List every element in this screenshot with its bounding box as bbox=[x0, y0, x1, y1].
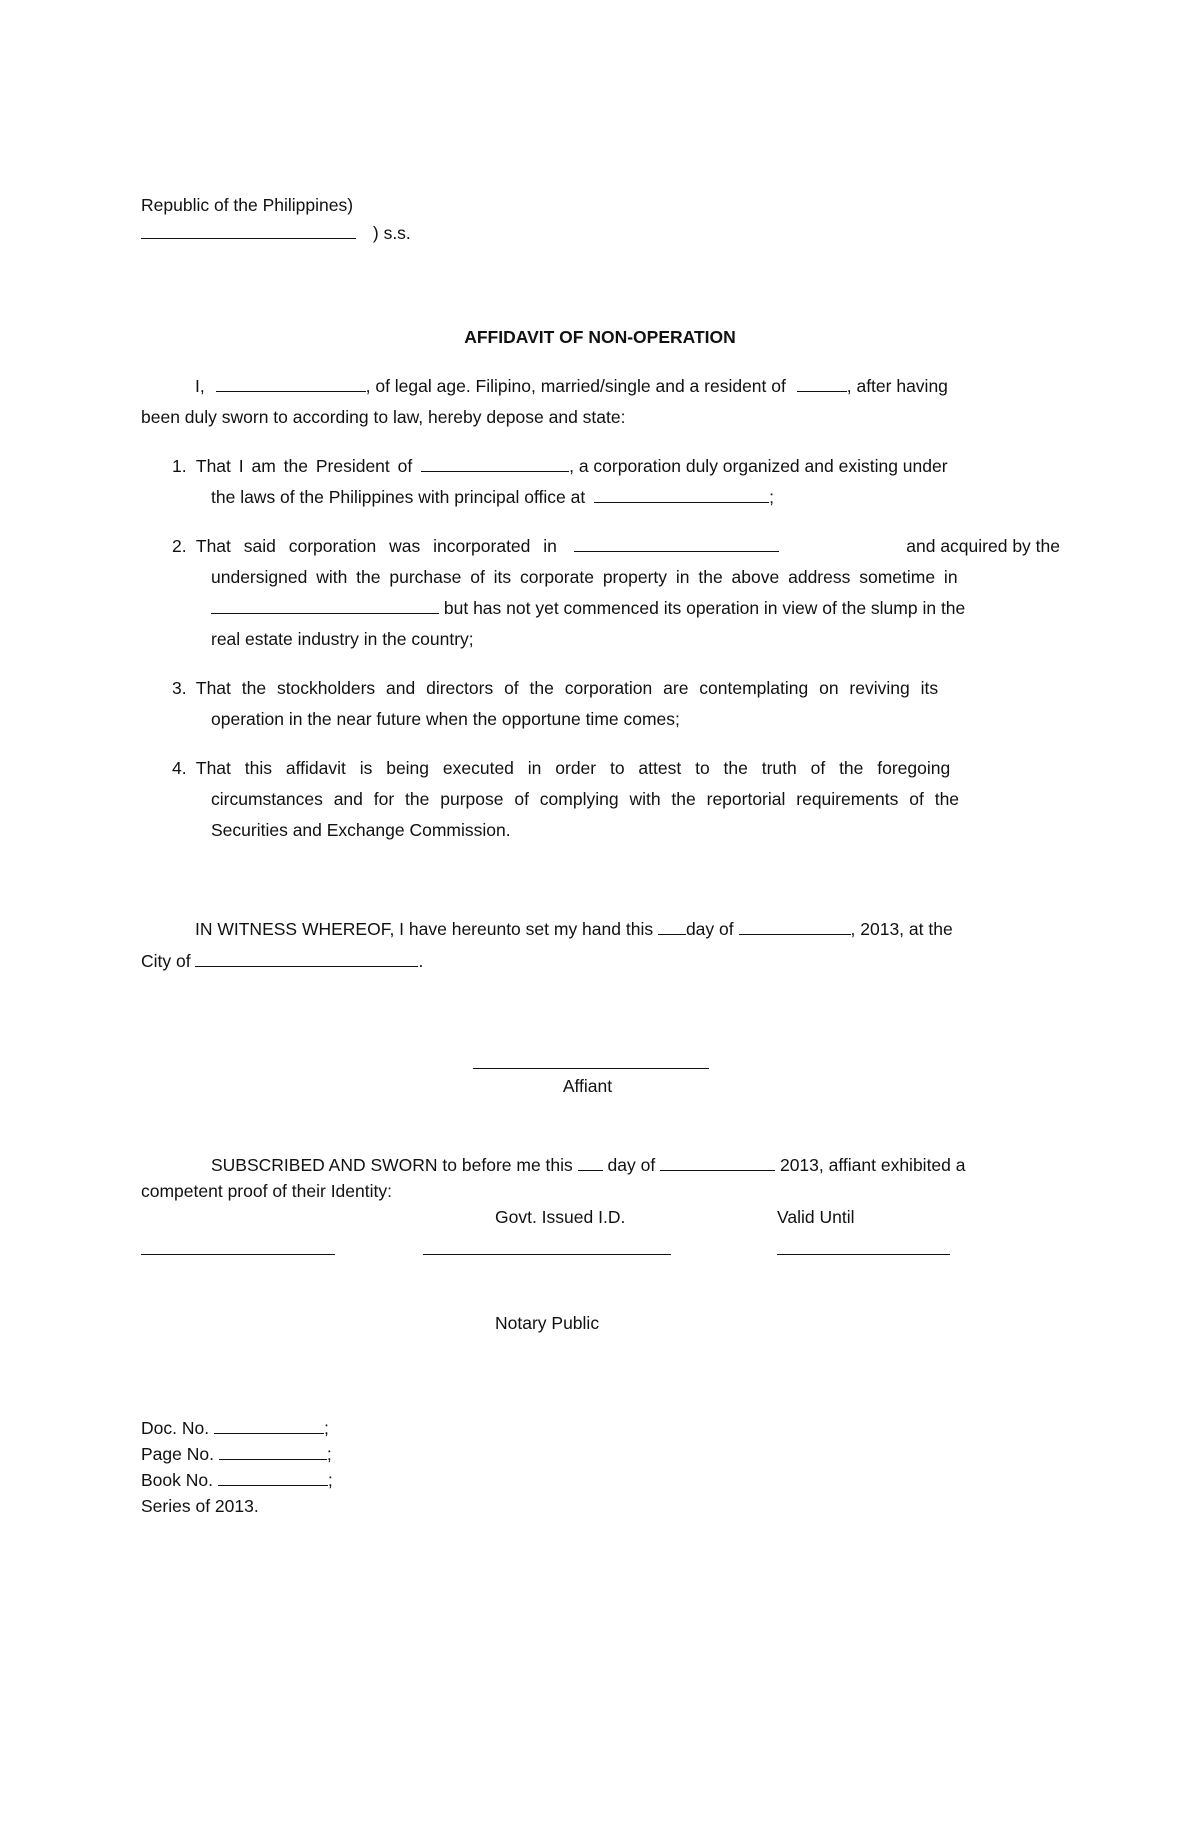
item-number: 3. bbox=[172, 678, 187, 698]
principal-office-blank[interactable] bbox=[594, 486, 769, 503]
item-2-line-2: undersigned with the purchase of its corporate property in the above address sometime in bbox=[211, 567, 958, 587]
item-1-text-d: ; bbox=[769, 487, 774, 507]
intro-after: , after having bbox=[846, 376, 948, 396]
corporation-name-blank[interactable] bbox=[421, 455, 569, 472]
item-1-line-2 bbox=[211, 486, 774, 508]
subscribed-line-1 bbox=[211, 1154, 966, 1176]
witness-month-blank[interactable] bbox=[739, 918, 851, 935]
page-no-label: Page No. bbox=[141, 1444, 214, 1464]
item-1-text-a: That I am the President of bbox=[195, 456, 413, 476]
item-4-line-2: circumstances and for the purpose of complying with the reportorial requirements of the bbox=[211, 789, 960, 809]
valid-until-line[interactable] bbox=[777, 1254, 950, 1255]
republic-label: Republic of the Philippines) bbox=[141, 195, 354, 215]
item-number: 2. bbox=[172, 536, 187, 556]
witness-city-blank[interactable] bbox=[195, 950, 418, 967]
book-no-blank[interactable] bbox=[218, 1469, 328, 1486]
item-2-line-4: real estate industry in the country; bbox=[211, 629, 474, 649]
witness-day-blank[interactable] bbox=[658, 918, 686, 935]
series-line: Series of 2013. bbox=[141, 1496, 259, 1516]
intro-line-1 bbox=[195, 375, 948, 397]
subscribed-day-blank[interactable] bbox=[578, 1154, 603, 1171]
affiant-label: Affiant bbox=[562, 1076, 613, 1096]
subscribed-text-c: 2013, affiant exhibited a bbox=[779, 1155, 966, 1175]
witness-text-a: IN WITNESS WHEREOF, I have hereunto set my hand this bbox=[195, 919, 654, 939]
doc-no-line bbox=[141, 1417, 329, 1439]
intro-i: I, bbox=[195, 376, 205, 396]
subscribed-month-blank[interactable] bbox=[660, 1154, 775, 1171]
intro-line-2: been duly sworn to according to law, hereby depose and state: bbox=[141, 407, 626, 427]
govt-id-label: Govt. Issued I.D. bbox=[495, 1207, 626, 1227]
item-2-line-3 bbox=[211, 597, 965, 619]
affiant-signature-line[interactable] bbox=[473, 1068, 709, 1069]
subscribed-text-b: day of bbox=[607, 1155, 656, 1175]
republic-line bbox=[141, 194, 353, 216]
item-2-text-a: That said corporation was incorporated in bbox=[195, 536, 557, 556]
item-2-text-b: and acquired by the bbox=[906, 536, 1060, 556]
proof-name-line[interactable] bbox=[141, 1254, 335, 1255]
witness-line-2 bbox=[141, 950, 423, 972]
item-3-line-1 bbox=[172, 677, 938, 699]
affiant-name-blank[interactable] bbox=[216, 375, 366, 392]
valid-until-label: Valid Until bbox=[777, 1207, 855, 1227]
venue-blank[interactable] bbox=[141, 222, 356, 239]
govt-id-line[interactable] bbox=[423, 1254, 671, 1255]
item-1-text-b: , a corporation duly organized and existing under bbox=[569, 456, 948, 476]
item-4-line-1 bbox=[172, 757, 950, 779]
witness-text-d: City of bbox=[141, 951, 191, 971]
doc-no-blank[interactable] bbox=[214, 1417, 324, 1434]
item-number: 4. bbox=[172, 758, 187, 778]
item-4-line-3: Securities and Exchange Commission. bbox=[211, 820, 511, 840]
item-number: 1. bbox=[172, 456, 187, 476]
semicolon: ; bbox=[323, 1418, 329, 1438]
page-no-blank[interactable] bbox=[219, 1443, 327, 1460]
witness-text-c: , 2013, at the bbox=[850, 919, 953, 939]
doc-no-label: Doc. No. bbox=[141, 1418, 210, 1438]
residence-blank[interactable] bbox=[797, 375, 847, 392]
semicolon: ; bbox=[326, 1444, 332, 1464]
venue-line bbox=[141, 222, 411, 244]
incorporation-place-blank[interactable] bbox=[574, 535, 779, 552]
semicolon: ; bbox=[327, 1470, 333, 1490]
subscribed-line-2: competent proof of their Identity: bbox=[141, 1181, 392, 1201]
notary-public-label: Notary Public bbox=[495, 1313, 600, 1333]
item-4-text-a: That this affidavit is being executed in order to attest to the truth of the foregoing bbox=[195, 758, 951, 778]
item-1-text-c: the laws of the Philippines with principal office at bbox=[211, 487, 586, 507]
ss-label: ) s.s. bbox=[372, 223, 411, 243]
item-2-text-d: but has not yet commenced its operation in view of the slump in the bbox=[443, 598, 966, 618]
book-no-label: Book No. bbox=[141, 1470, 213, 1490]
witness-text-e: . bbox=[418, 951, 424, 971]
item-3-text-a: That the stockholders and directors of the corporation are contemplating on reviving its bbox=[195, 678, 939, 698]
subscribed-text-a: SUBSCRIBED AND SWORN to before me this bbox=[211, 1155, 573, 1175]
book-no-line bbox=[141, 1469, 333, 1491]
item-3-line-2: operation in the near future when the opportune time comes; bbox=[211, 709, 680, 729]
witness-text-b: day of bbox=[685, 919, 734, 939]
witness-line-1 bbox=[195, 918, 953, 940]
page-no-line bbox=[141, 1443, 332, 1465]
document-title: AFFIDAVIT OF NON-OPERATION bbox=[464, 327, 736, 347]
intro-age: , of legal age. Filipino, married/single and a resident of bbox=[365, 376, 786, 396]
item-1-line-1 bbox=[172, 455, 1060, 477]
item-2-line-1 bbox=[172, 535, 1060, 557]
acquisition-date-blank[interactable] bbox=[211, 597, 439, 614]
